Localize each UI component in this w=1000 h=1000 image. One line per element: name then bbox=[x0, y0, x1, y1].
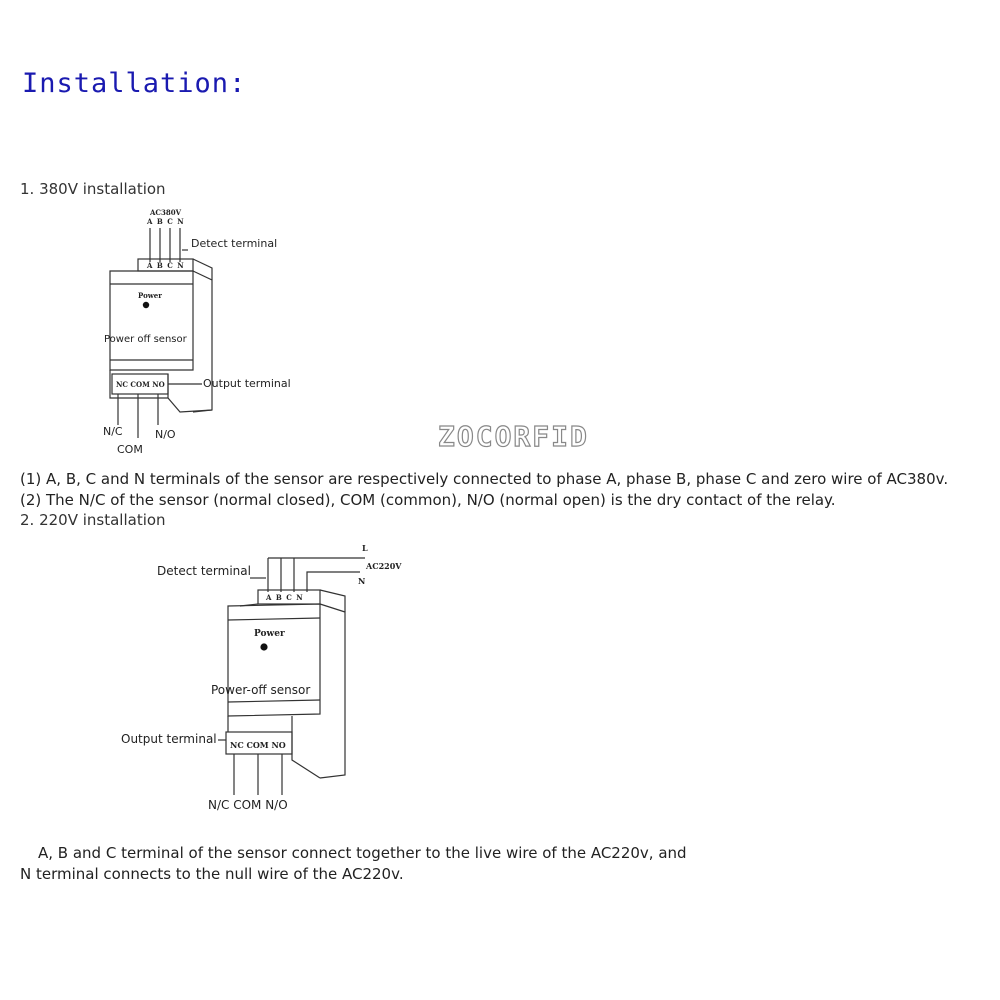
power-label-380: Power bbox=[138, 291, 162, 300]
note-380-1: (1) A, B, C and N terminals of the sensor are respectively connected to phase A, phase B, phase C and zero wire of AC380v. bbox=[20, 470, 949, 488]
output-terminal-label-220: Output terminal bbox=[121, 732, 217, 746]
device-body-220 bbox=[228, 604, 320, 716]
no-label-380: N/O bbox=[155, 428, 176, 441]
supply-220-label: AC220V bbox=[366, 561, 402, 571]
null-label: N bbox=[358, 576, 366, 586]
note-380-2: (2) The N/C of the sensor (normal closed), COM (common), N/O (normal open) is the dry contact of the relay. bbox=[20, 491, 836, 509]
power-label-220: Power bbox=[254, 629, 285, 639]
note-220-2: N terminal connects to the null wire of the AC220v. bbox=[20, 865, 404, 883]
null-wire bbox=[307, 572, 360, 592]
com-label-380: COM bbox=[117, 443, 143, 456]
power-indicator-220 bbox=[260, 643, 267, 650]
section2-heading: 2. 220V installation bbox=[20, 511, 166, 529]
note-220-1: A, B and C terminal of the sensor connect together to the live wire of the AC220v, and bbox=[38, 844, 687, 862]
sensor-label-220: Power-off sensor bbox=[211, 683, 311, 697]
output-terms-380: NC COM NO bbox=[116, 380, 165, 389]
outputs-label-220: N/C COM N/O bbox=[208, 798, 288, 812]
detect-terminal-label-220: Detect terminal bbox=[157, 564, 251, 578]
detect-terminal-label-380: Detect terminal bbox=[191, 237, 278, 250]
section1-heading: 1. 380V installation bbox=[20, 180, 166, 198]
output-terms-220: NC COM NO bbox=[230, 740, 286, 750]
nc-label-380: N/C bbox=[103, 425, 123, 438]
supply-380-label: AC380V bbox=[150, 208, 182, 217]
supply-380-phases: A B C N bbox=[147, 217, 185, 226]
output-terminal-label-380: Output terminal bbox=[203, 377, 291, 390]
top-terminal-letters-380: A B C N bbox=[147, 261, 185, 270]
page-title: Installation: bbox=[22, 68, 247, 99]
top-terminal-letters-220: A B C N bbox=[266, 593, 304, 602]
sensor-label-380: Power off sensor bbox=[104, 334, 187, 345]
live-label: L bbox=[362, 543, 368, 553]
brand-watermark: ZOCORFID bbox=[438, 420, 589, 453]
